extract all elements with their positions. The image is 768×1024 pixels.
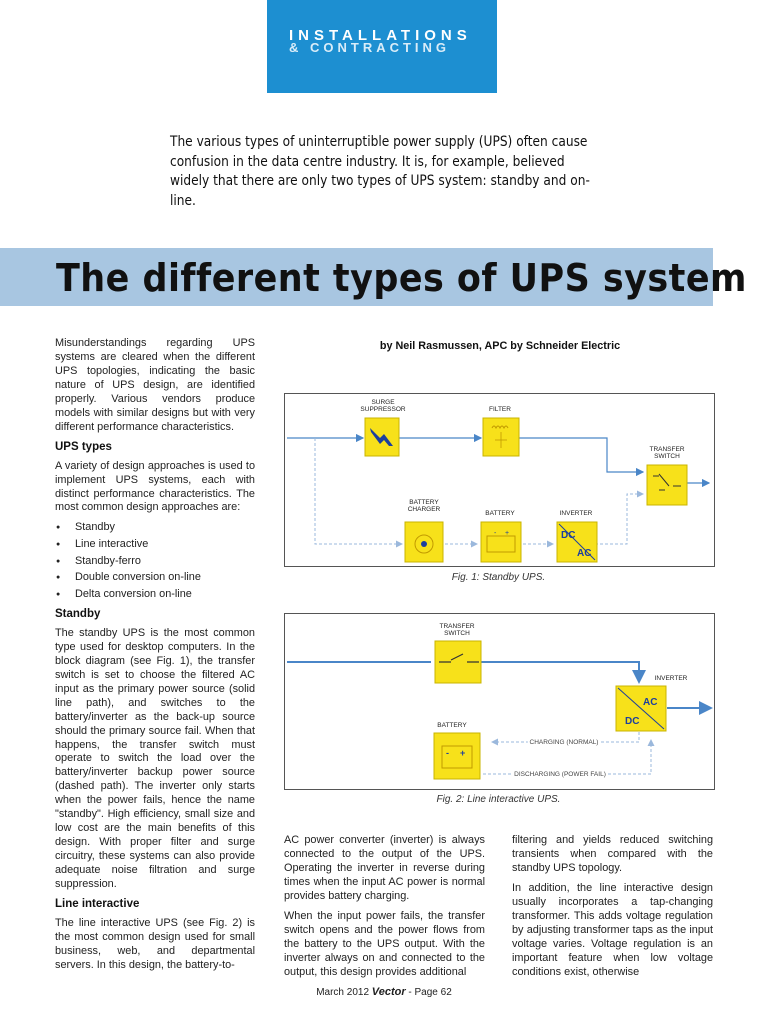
footer-magazine: Vector: [371, 986, 406, 998]
transfer-switch-label-2: SWITCH: [444, 630, 470, 637]
figure-2-caption: Fig. 2: Line interactive UPS.: [436, 794, 561, 805]
transfer-switch-label: TRANSFER: [649, 446, 685, 453]
battery-label: BATTERY: [485, 510, 515, 517]
heading-line-interactive: Line interactive: [55, 898, 140, 911]
section-tab: [267, 0, 497, 93]
standby-ups-diagram: [285, 394, 714, 566]
transfer-switch-label: TRANSFER: [439, 623, 475, 630]
battery-charger-label: BATTERY: [409, 499, 439, 506]
list-item: ● Double conversion on-line: [55, 571, 255, 585]
paragraph: When the input power fails, the transfer switch opens and the power flows from the battery to the UPS output. With the inverter always on and connected to the output, this design provides additional: [284, 909, 485, 978]
figure-line-interactive-ups: [284, 613, 715, 790]
discharging-label: DISCHARGING (POWER FAIL): [514, 771, 606, 778]
column-3: [512, 834, 713, 986]
intro-paragraph: Misunderstandings regarding UPS systems are cleared when the different UPS topologies, indicating the basic nature of UPS design, are identified properly. Various vendors produce models with similar designs but with very different performance characteristics.: [55, 337, 255, 433]
column-2: [284, 834, 485, 986]
section-label: INSTALLATIONS: [289, 27, 472, 44]
standfirst: The various types of uninterruptible power supply (UPS) often cause confusion in the data centre industry. It is, for example, believed widely that there are only two types of UPS system: standby and on-line.: [170, 134, 590, 209]
paragraph: In addition, the line interactive design usually incorporates a tap-changing transformer. This adds voltage regulation by adjusting transformer taps as the input voltage varies. Voltage regulation is an important feature when low voltage conditions exist, otherwise: [512, 881, 713, 978]
list-item: ● Standby: [55, 521, 255, 535]
switch-to-inverter-line: [481, 662, 639, 682]
line-interactive-paragraph: The line interactive UPS (see Fig. 2) is the most common design used for small business, web, and departmental servers. In this design, the battery-to-: [55, 916, 255, 971]
dc-label: DC: [561, 530, 576, 541]
battery-charger-label-2: CHARGER: [407, 506, 441, 513]
ups-types-paragraph: A variety of design approaches is used to implement UPS systems, each with distinct performance characteristics. The most common design approaches are:: [55, 459, 255, 514]
svg-text:+: +: [460, 748, 466, 758]
svg-text:+: +: [505, 530, 510, 537]
figure-standby-ups: [284, 393, 715, 567]
paragraph: filtering and yields reduced switching transients when compared with the standby UPS topology.: [512, 834, 713, 874]
surge-suppressor-label: SURGE: [371, 399, 395, 406]
list-item: ● Line interactive: [55, 538, 255, 552]
inverter-label: INVERTER: [559, 510, 593, 517]
transfer-switch-label-2: SWITCH: [654, 453, 680, 460]
heading-standby: Standby: [55, 607, 101, 620]
column-1: [55, 337, 255, 979]
ups-types-list: [55, 521, 255, 602]
svg-text:-: -: [446, 748, 449, 758]
byline: by Neil Rasmussen, APC by Schneider Electric: [379, 340, 621, 352]
filter-to-switch-line: [517, 438, 643, 472]
filter-label: FILTER: [489, 406, 511, 413]
charger-icon: [421, 541, 427, 547]
ac-label: AC: [577, 548, 592, 559]
footer-page: - Page 62: [405, 987, 452, 998]
dc-label: DC: [625, 716, 640, 727]
figure-1-caption: Fig. 1: Standby UPS.: [451, 572, 546, 583]
standby-paragraph: The standby UPS is the most common type used for desktop computers. In the block diagram (see Fig. 1), the transfer switch is set to choose the filtered AC input as the primary power source (solid line path), and switches to the battery/inverter as the back-up source should the primary source fail. When that happens, the transfer switch must operate to switch the load over the battery/inverter backup power source (dashed path). The inverter only starts when the power fails, hence the name "standby". High efficiency, small size and low cost are the main benefits of this design. With proper filter and surge circuitry, these systems can also provide adequate noise filtration and surge suppression.: [55, 626, 255, 891]
inverter-to-switch-line: [595, 494, 643, 544]
battery-label: BATTERY: [437, 722, 467, 729]
section-sublabel: & CONTRACTING: [289, 40, 451, 55]
paragraph: AC power converter (inverter) is always connected to the output of the UPS. Operating the inverter in reverse during times when the input AC power is normal provides battery charging.: [284, 834, 485, 902]
page-footer: [0, 986, 768, 998]
charging-label: CHARGING (NORMAL): [529, 739, 599, 746]
footer-date: March 2012: [316, 987, 372, 998]
heading-ups-types: UPS types: [55, 440, 112, 453]
line-interactive-diagram: [285, 614, 714, 789]
list-item: ● Delta conversion on-line: [55, 588, 255, 602]
ac-label: AC: [643, 697, 658, 708]
inverter-label: INVERTER: [654, 675, 688, 682]
list-item: ● Standby-ferro: [55, 555, 255, 569]
transfer-switch-box: [647, 465, 687, 505]
svg-text:-: -: [494, 530, 497, 537]
surge-suppressor-label-2: SUPPRESSOR: [360, 406, 406, 413]
article-title: The different types of UPS system: [56, 256, 747, 300]
battery-box: [434, 733, 480, 779]
